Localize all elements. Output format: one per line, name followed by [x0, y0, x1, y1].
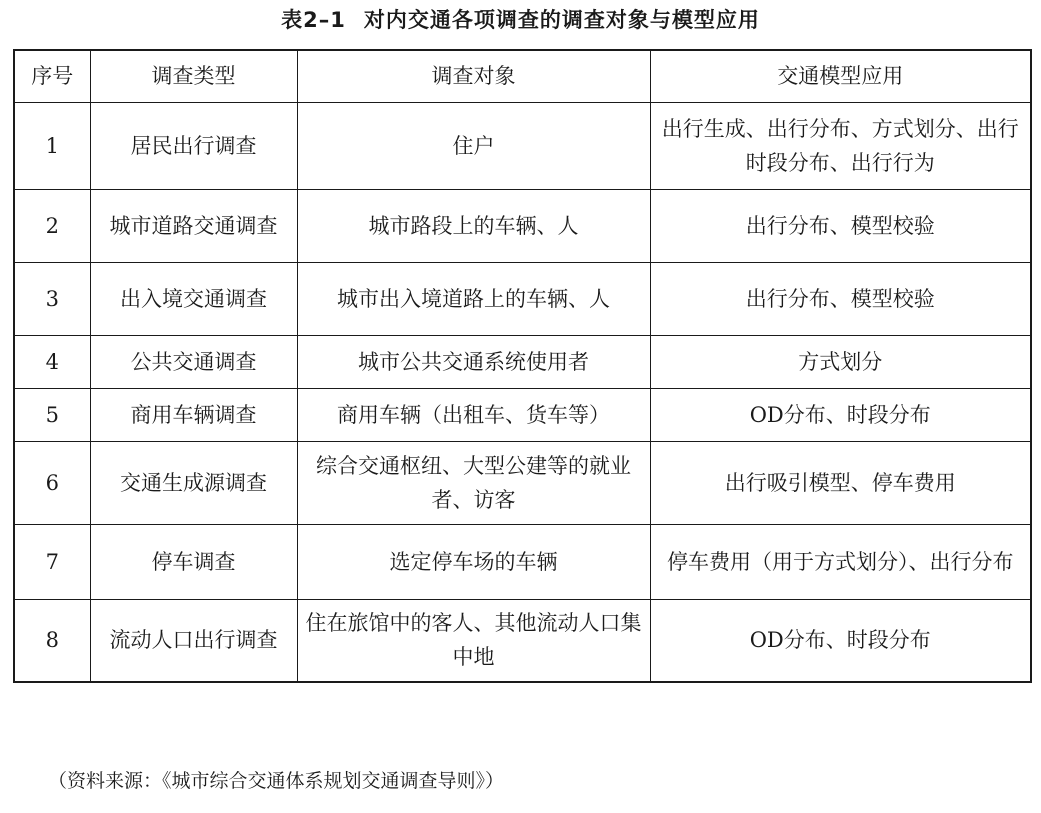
cell-object: 选定停车场的车辆	[297, 524, 650, 599]
cell-application: OD分布、时段分布	[650, 388, 1031, 441]
cell-type: 商用车辆调查	[90, 388, 297, 441]
cell-application: 出行吸引模型、停车费用	[650, 441, 1031, 524]
cell-object: 城市路段上的车辆、人	[297, 189, 650, 262]
table-row	[14, 335, 1031, 388]
table-row	[14, 524, 1031, 599]
cell-type: 公共交通调查	[90, 335, 297, 388]
cell-no: 8	[14, 599, 90, 682]
cell-type: 城市道路交通调查	[90, 189, 297, 262]
header-type: 调查类型	[90, 50, 297, 102]
cell-object: 城市出入境道路上的车辆、人	[297, 262, 650, 335]
table-row	[14, 102, 1031, 189]
table-number: 表2–1	[281, 8, 346, 32]
table-row	[14, 388, 1031, 441]
cell-type: 出入境交通调查	[90, 262, 297, 335]
source-note: （资料来源：《城市综合交通体系规划交通调查导则》）	[48, 770, 505, 792]
cell-no: 1	[14, 102, 90, 189]
table-row	[14, 262, 1031, 335]
cell-object: 城市公共交通系统使用者	[297, 335, 650, 388]
cell-application: 停车费用（用于方式划分）、出行分布	[650, 524, 1031, 599]
cell-application: 出行分布、模型校验	[650, 189, 1031, 262]
cell-application: OD分布、时段分布	[650, 599, 1031, 682]
cell-no: 4	[14, 335, 90, 388]
table-header-row	[14, 50, 1031, 102]
cell-type: 停车调查	[90, 524, 297, 599]
survey-table	[13, 49, 1032, 683]
header-object: 调查对象	[297, 50, 650, 102]
cell-type: 居民出行调查	[90, 102, 297, 189]
header-application: 交通模型应用	[650, 50, 1031, 102]
cell-application: 方式划分	[650, 335, 1031, 388]
cell-object: 综合交通枢纽、大型公建等的就业者、访客	[297, 441, 650, 524]
cell-type: 流动人口出行调查	[90, 599, 297, 682]
table-row	[14, 189, 1031, 262]
cell-no: 3	[14, 262, 90, 335]
cell-no: 7	[14, 524, 90, 599]
table-row	[14, 441, 1031, 524]
table-title	[0, 6, 1041, 34]
table-title-text: 对内交通各项调查的调查对象与模型应用	[363, 8, 760, 32]
table-row	[14, 599, 1031, 682]
cell-application: 出行分布、模型校验	[650, 262, 1031, 335]
cell-type: 交通生成源调查	[90, 441, 297, 524]
cell-no: 6	[14, 441, 90, 524]
header-no: 序号	[14, 50, 90, 102]
cell-object: 住户	[297, 102, 650, 189]
cell-no: 5	[14, 388, 90, 441]
cell-object: 住在旅馆中的客人、其他流动人口集中地	[297, 599, 650, 682]
cell-object: 商用车辆（出租车、货车等）	[297, 388, 650, 441]
cell-no: 2	[14, 189, 90, 262]
cell-application: 出行生成、出行分布、方式划分、出行时段分布、出行行为	[650, 102, 1031, 189]
